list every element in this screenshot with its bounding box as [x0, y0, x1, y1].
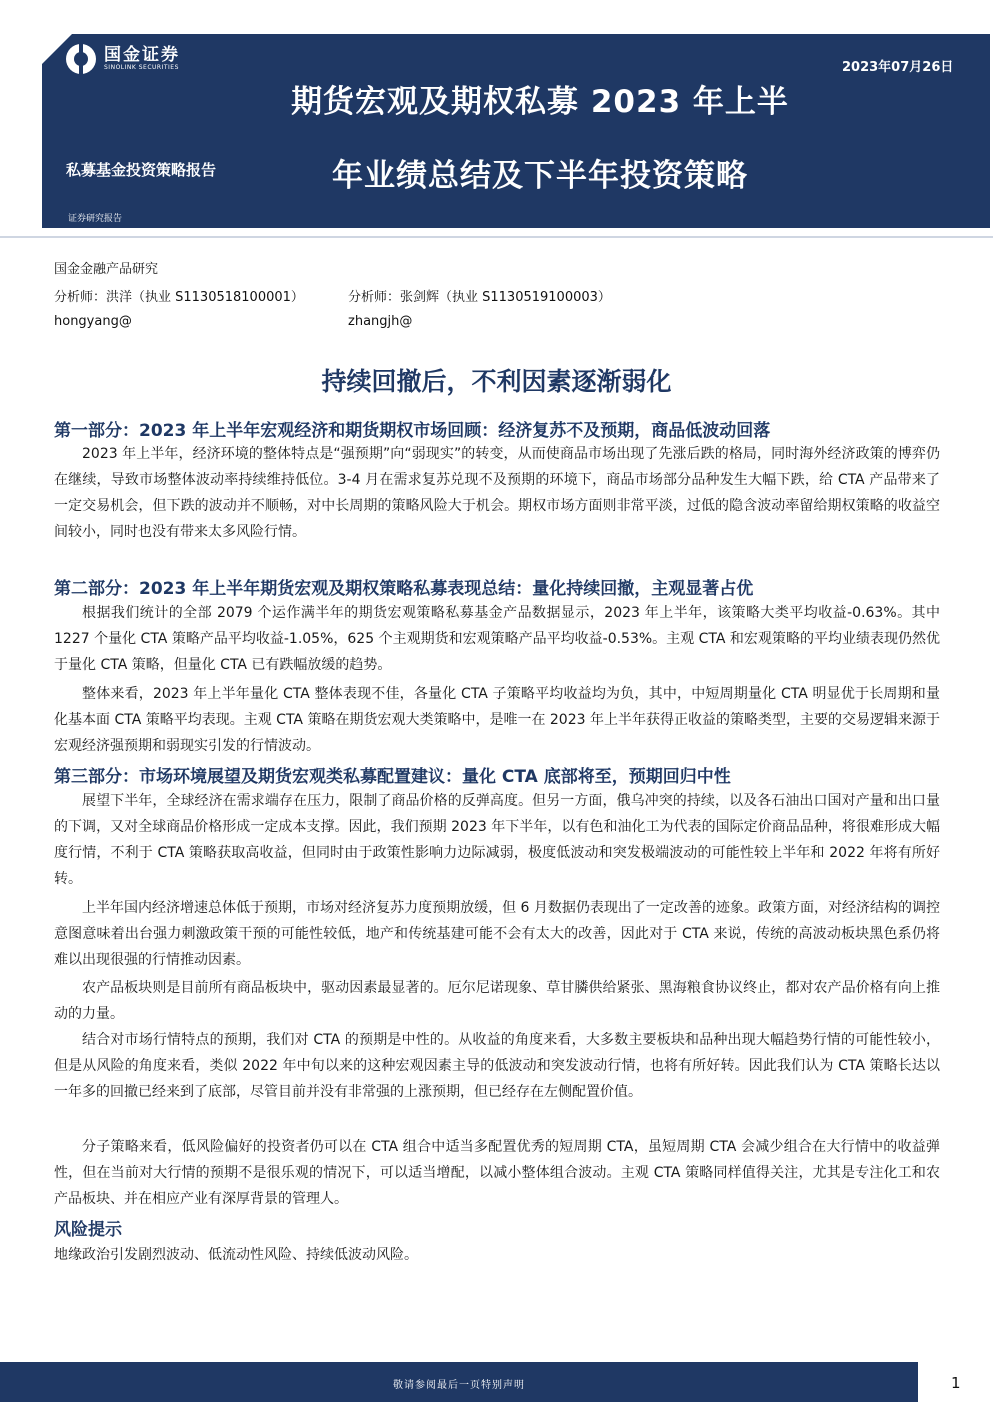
- report-date: 2023年07月26日: [842, 60, 954, 75]
- section-3-heading: 第三部分：市场环境展望及期货宏观类私募配置建议：量化 CTA 底部将至，预期回归中性: [54, 767, 731, 787]
- analyst-1: 分析师：洪洋（执业 S1130518100001）: [54, 290, 304, 305]
- logo-name-en: SINOLINK SECURITIES: [104, 64, 179, 71]
- section-3-paragraph-3: 农产品板块则是目前所有商品板块中，驱动因素最显著的。厄尔尼诺现象、草甘膦供给紧张、黑海粮食协议终止，都对农产品价格有向上推动的力量。: [54, 980, 940, 1022]
- section-1-paragraph: 2023 年上半年，经济环境的整体特点是“强预期”向“弱现实”的转变，从而使商品市场出现了先涨后跌的格局，同时海外经济政策的博弈仍在继续，导致市场整体波动率持续维持低位。3-4 月在需求复苏兑现不及预期的环境下，商品市场部分品种发生大幅下跌，给 CTA 产品带来了一定交易机会，但下跌的波动并不顺畅，对中长周期的策略风险大于机会。期权市场方面则非常平淡，过低的隐含波动率留给期权策略的收益空间较小，同时也没有带来太多风险行情。: [54, 446, 940, 540]
- section-3-paragraph-2: 上半年国内经济增速总体低于预期，市场对经济复苏力度预期放缓，但 6 月数据仍表现出了一定改善的迹象。政策方面，对经济结构的调控意图意味着出台强力刺激政策干预的可能性较低，地产和传统基建可能不会有太大的改善，因此对于 CTA 来说，传统的高波动板块黑色系仍将难以出现很强的行情推动因素。: [54, 900, 940, 968]
- header-divider: [0, 236, 993, 238]
- report-subcategory: 证券研究报告: [68, 214, 123, 224]
- report-title-line1: 期货宏观及期权私募 2023 年上半: [291, 84, 789, 120]
- section-1-heading: 第一部分：2023 年上半年宏观经济和期货期权市场回顾：经济复苏不及预期，商品低波动回落: [54, 421, 771, 441]
- main-heading: 持续回撤后，不利因素逐渐弱化: [321, 367, 672, 396]
- report-title-line2: 年业绩总结及下半年投资策略: [332, 158, 748, 194]
- section-3-paragraph-5: 分子策略来看，低风险偏好的投资者仍可以在 CTA 组合中适当多配置优秀的短周期 CTA，虽短周期 CTA 会减少组合在大行情中的收益弹性，但在当前对大行情的预期不是很乐观的情况下，可以适当增配，以减小整体组合波动。主观 CTA 策略同样值得关注，尤其是专注化工和农产品板块、并在相应产业有深厚背景的管理人。: [54, 1139, 940, 1207]
- section-2-heading: 第二部分：2023 年上半年期货宏观及期权策略私募表现总结：量化持续回撤，主观显著占优: [54, 579, 754, 599]
- company-logo: [66, 44, 180, 74]
- logo-icon: [66, 44, 96, 74]
- logo-name-cn: 国金证券: [104, 45, 180, 65]
- footer-notice: 敬请参阅最后一页特别声明: [393, 1380, 525, 1391]
- section-2-paragraph-2: 整体来看，2023 年上半年量化 CTA 整体表现不佳，各量化 CTA 子策略平均收益均为负，其中，中短周期量化 CTA 明显优于长周期和量化基本面 CTA 策略平均表现。主观 CTA 策略在期货宏观大类策略中，是唯一在 2023 年上半年获得正收益的策略类型，主要的交易逻辑来源于宏观经济强预期和弱现实引发的行情波动。: [54, 686, 940, 754]
- risk-text: 地缘政治引发剧烈波动、低流动性风险、持续低波动风险。: [54, 1247, 418, 1263]
- section-3-paragraph-1: 展望下半年，全球经济在需求端存在压力，限制了商品价格的反弹高度。但另一方面，俄乌冲突的持续，以及各石油出口国对产量和出口量的下调，又对全球商品价格形成一定成本支撑。因此，我们预期 2023 年下半年，以有色和油化工为代表的国际定价商品品种，将很难形成大幅度行情，不利于 CTA 策略获取高收益，但同时由于政策性影响力边际减弱，极度低波动和突发极端波动的可能性较上半年和 2022 年将有所好转。: [54, 793, 940, 887]
- research-team: 国金金融产品研究: [54, 262, 159, 277]
- risk-heading: 风险提示: [54, 1220, 122, 1240]
- page-number: 1: [951, 1374, 961, 1392]
- report-category: 私募基金投资策略报告: [66, 161, 217, 179]
- section-3-paragraph-4: 结合对市场行情特点的预期，我们对 CTA 的预期是中性的。从收益的角度来看，大多数主要板块和品种出现大幅趋势行情的可能性较小，但是从风险的角度来看，类似 2022 年中旬以来的这种宏观因素主导的低波动和突发波动行情，也将有所好转。因此我们认为 CTA 策略长达以一年多的回撤已经来到了底部，尽管目前并没有非常强的上涨预期，但已经存在左侧配置价值。: [54, 1032, 940, 1100]
- analyst-2: 分析师：张剑辉（执业 S1130519100003）: [348, 290, 611, 305]
- section-2-paragraph-1: 根据我们统计的全部 2079 个运作满半年的期货宏观策略私募基金产品数据显示，2023 年上半年，该策略大类平均收益-0.63%。其中 1227 个量化 CTA 策略产品平均收益-1.05%，625 个主观期货和宏观策略产品平均收益-0.53%。主观 CTA 和宏观策略的平均业绩表现仍然优于量化 CTA 策略，但量化 CTA 已有跌幅放缓的趋势。: [54, 605, 940, 673]
- analyst-1-email[interactable]: hongyang@: [54, 314, 132, 329]
- analyst-2-email[interactable]: zhangjh@: [348, 314, 413, 329]
